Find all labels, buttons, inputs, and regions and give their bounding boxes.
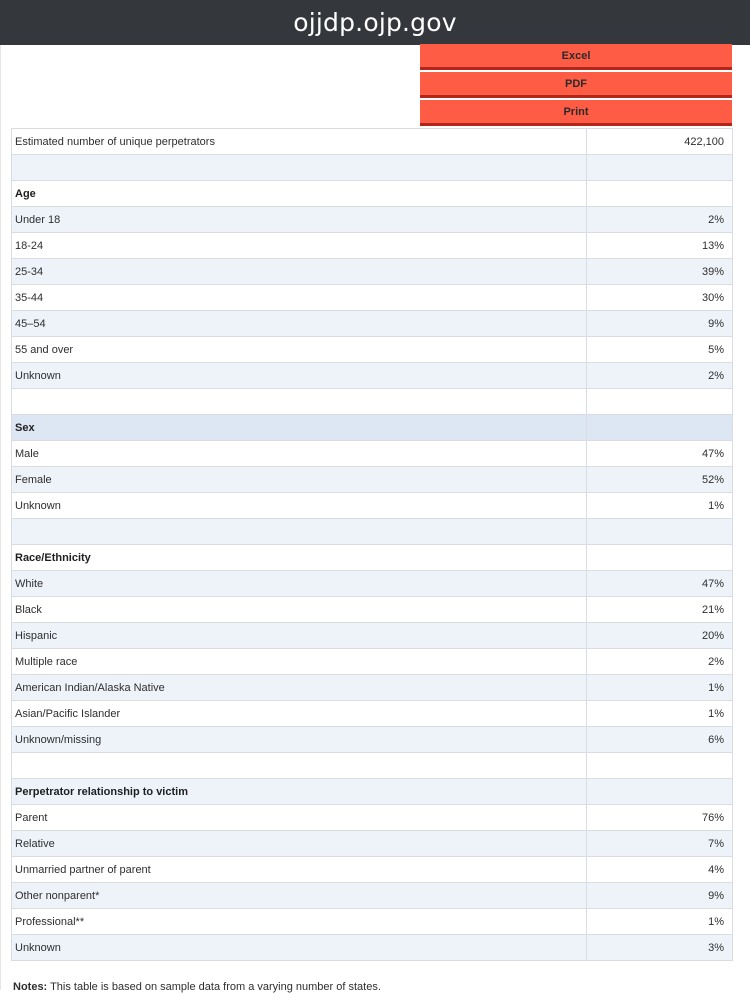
table-row	[12, 337, 733, 363]
row-label: Sex	[12, 415, 587, 441]
row-label: Race/Ethnicity	[12, 545, 587, 571]
table-row	[12, 311, 733, 337]
row-label: Unknown	[12, 935, 587, 961]
table-row	[12, 467, 733, 493]
row-value	[587, 519, 733, 545]
row-value: 422,100	[587, 129, 733, 155]
table-row	[12, 597, 733, 623]
excel-button[interactable]: Excel	[420, 44, 732, 70]
row-value: 2%	[587, 363, 733, 389]
row-value: 76%	[587, 805, 733, 831]
row-value: 9%	[587, 311, 733, 337]
row-label: 45–54	[12, 311, 587, 337]
table-row	[12, 753, 733, 779]
pdf-button[interactable]: PDF	[420, 72, 732, 98]
row-label: Black	[12, 597, 587, 623]
row-value: 1%	[587, 909, 733, 935]
row-value	[587, 753, 733, 779]
row-value	[587, 415, 733, 441]
notes-label: Notes:	[13, 981, 48, 993]
table-row	[12, 727, 733, 753]
row-value: 1%	[587, 701, 733, 727]
row-value: 13%	[587, 233, 733, 259]
table-row	[12, 441, 733, 467]
table-row	[12, 779, 733, 805]
row-value: 3%	[587, 935, 733, 961]
table-row	[12, 363, 733, 389]
table-row	[12, 389, 733, 415]
table-row	[12, 129, 733, 155]
table-row	[12, 883, 733, 909]
row-value: 1%	[587, 493, 733, 519]
row-label: 18-24	[12, 233, 587, 259]
row-label	[12, 155, 587, 181]
table-row	[12, 415, 733, 441]
row-label: Unknown	[12, 363, 587, 389]
row-value	[587, 389, 733, 415]
row-value: 52%	[587, 467, 733, 493]
row-value: 47%	[587, 571, 733, 597]
row-label: Parent	[12, 805, 587, 831]
perpetrator-table	[11, 128, 733, 961]
row-label: Hispanic	[12, 623, 587, 649]
row-value: 5%	[587, 337, 733, 363]
row-value: 2%	[587, 207, 733, 233]
row-label	[12, 389, 587, 415]
row-value: 6%	[587, 727, 733, 753]
row-value: 20%	[587, 623, 733, 649]
table-row	[12, 285, 733, 311]
table-row	[12, 207, 733, 233]
row-value: 39%	[587, 259, 733, 285]
table-row	[12, 857, 733, 883]
table-row	[12, 259, 733, 285]
row-label: Asian/Pacific Islander	[12, 701, 587, 727]
row-label: Perpetrator relationship to victim	[12, 779, 587, 805]
row-label: Unmarried partner of parent	[12, 857, 587, 883]
row-label: Professional**	[12, 909, 587, 935]
row-value: 21%	[587, 597, 733, 623]
table-row	[12, 571, 733, 597]
notes-text: This table is based on sample data from a varying number of states.	[47, 981, 381, 993]
row-value	[587, 181, 733, 207]
print-button[interactable]: Print	[420, 100, 732, 126]
row-label: Relative	[12, 831, 587, 857]
page-left-border	[0, 45, 1, 990]
row-label: Other nonparent*	[12, 883, 587, 909]
row-value: 2%	[587, 649, 733, 675]
row-label: Age	[12, 181, 587, 207]
row-value: 30%	[587, 285, 733, 311]
row-label: Multiple race	[12, 649, 587, 675]
table-row	[12, 675, 733, 701]
row-label: Female	[12, 467, 587, 493]
table-row	[12, 233, 733, 259]
row-label	[12, 753, 587, 779]
table-row	[12, 623, 733, 649]
row-value	[587, 779, 733, 805]
row-value	[587, 545, 733, 571]
row-label: Male	[12, 441, 587, 467]
table-row	[12, 935, 733, 961]
table-row	[12, 831, 733, 857]
table-notes	[13, 981, 381, 993]
row-label: Estimated number of unique perpetrators	[12, 129, 587, 155]
row-label: White	[12, 571, 587, 597]
row-value: 9%	[587, 883, 733, 909]
row-value: 1%	[587, 675, 733, 701]
table-row	[12, 519, 733, 545]
table-row	[12, 649, 733, 675]
table-row	[12, 545, 733, 571]
table-row	[12, 701, 733, 727]
url-text: ojjdp.ojp.gov	[293, 8, 457, 37]
row-label: 55 and over	[12, 337, 587, 363]
browser-url-bar[interactable]	[0, 0, 750, 45]
table-row	[12, 493, 733, 519]
table-row	[12, 909, 733, 935]
row-label: 35-44	[12, 285, 587, 311]
row-label: Unknown	[12, 493, 587, 519]
row-label	[12, 519, 587, 545]
row-value: 47%	[587, 441, 733, 467]
row-value: 4%	[587, 857, 733, 883]
table-row	[12, 805, 733, 831]
row-label: Under 18	[12, 207, 587, 233]
row-value: 7%	[587, 831, 733, 857]
row-value	[587, 155, 733, 181]
table-row	[12, 155, 733, 181]
row-label: Unknown/missing	[12, 727, 587, 753]
row-label: American Indian/Alaska Native	[12, 675, 587, 701]
table-row	[12, 181, 733, 207]
row-label: 25-34	[12, 259, 587, 285]
